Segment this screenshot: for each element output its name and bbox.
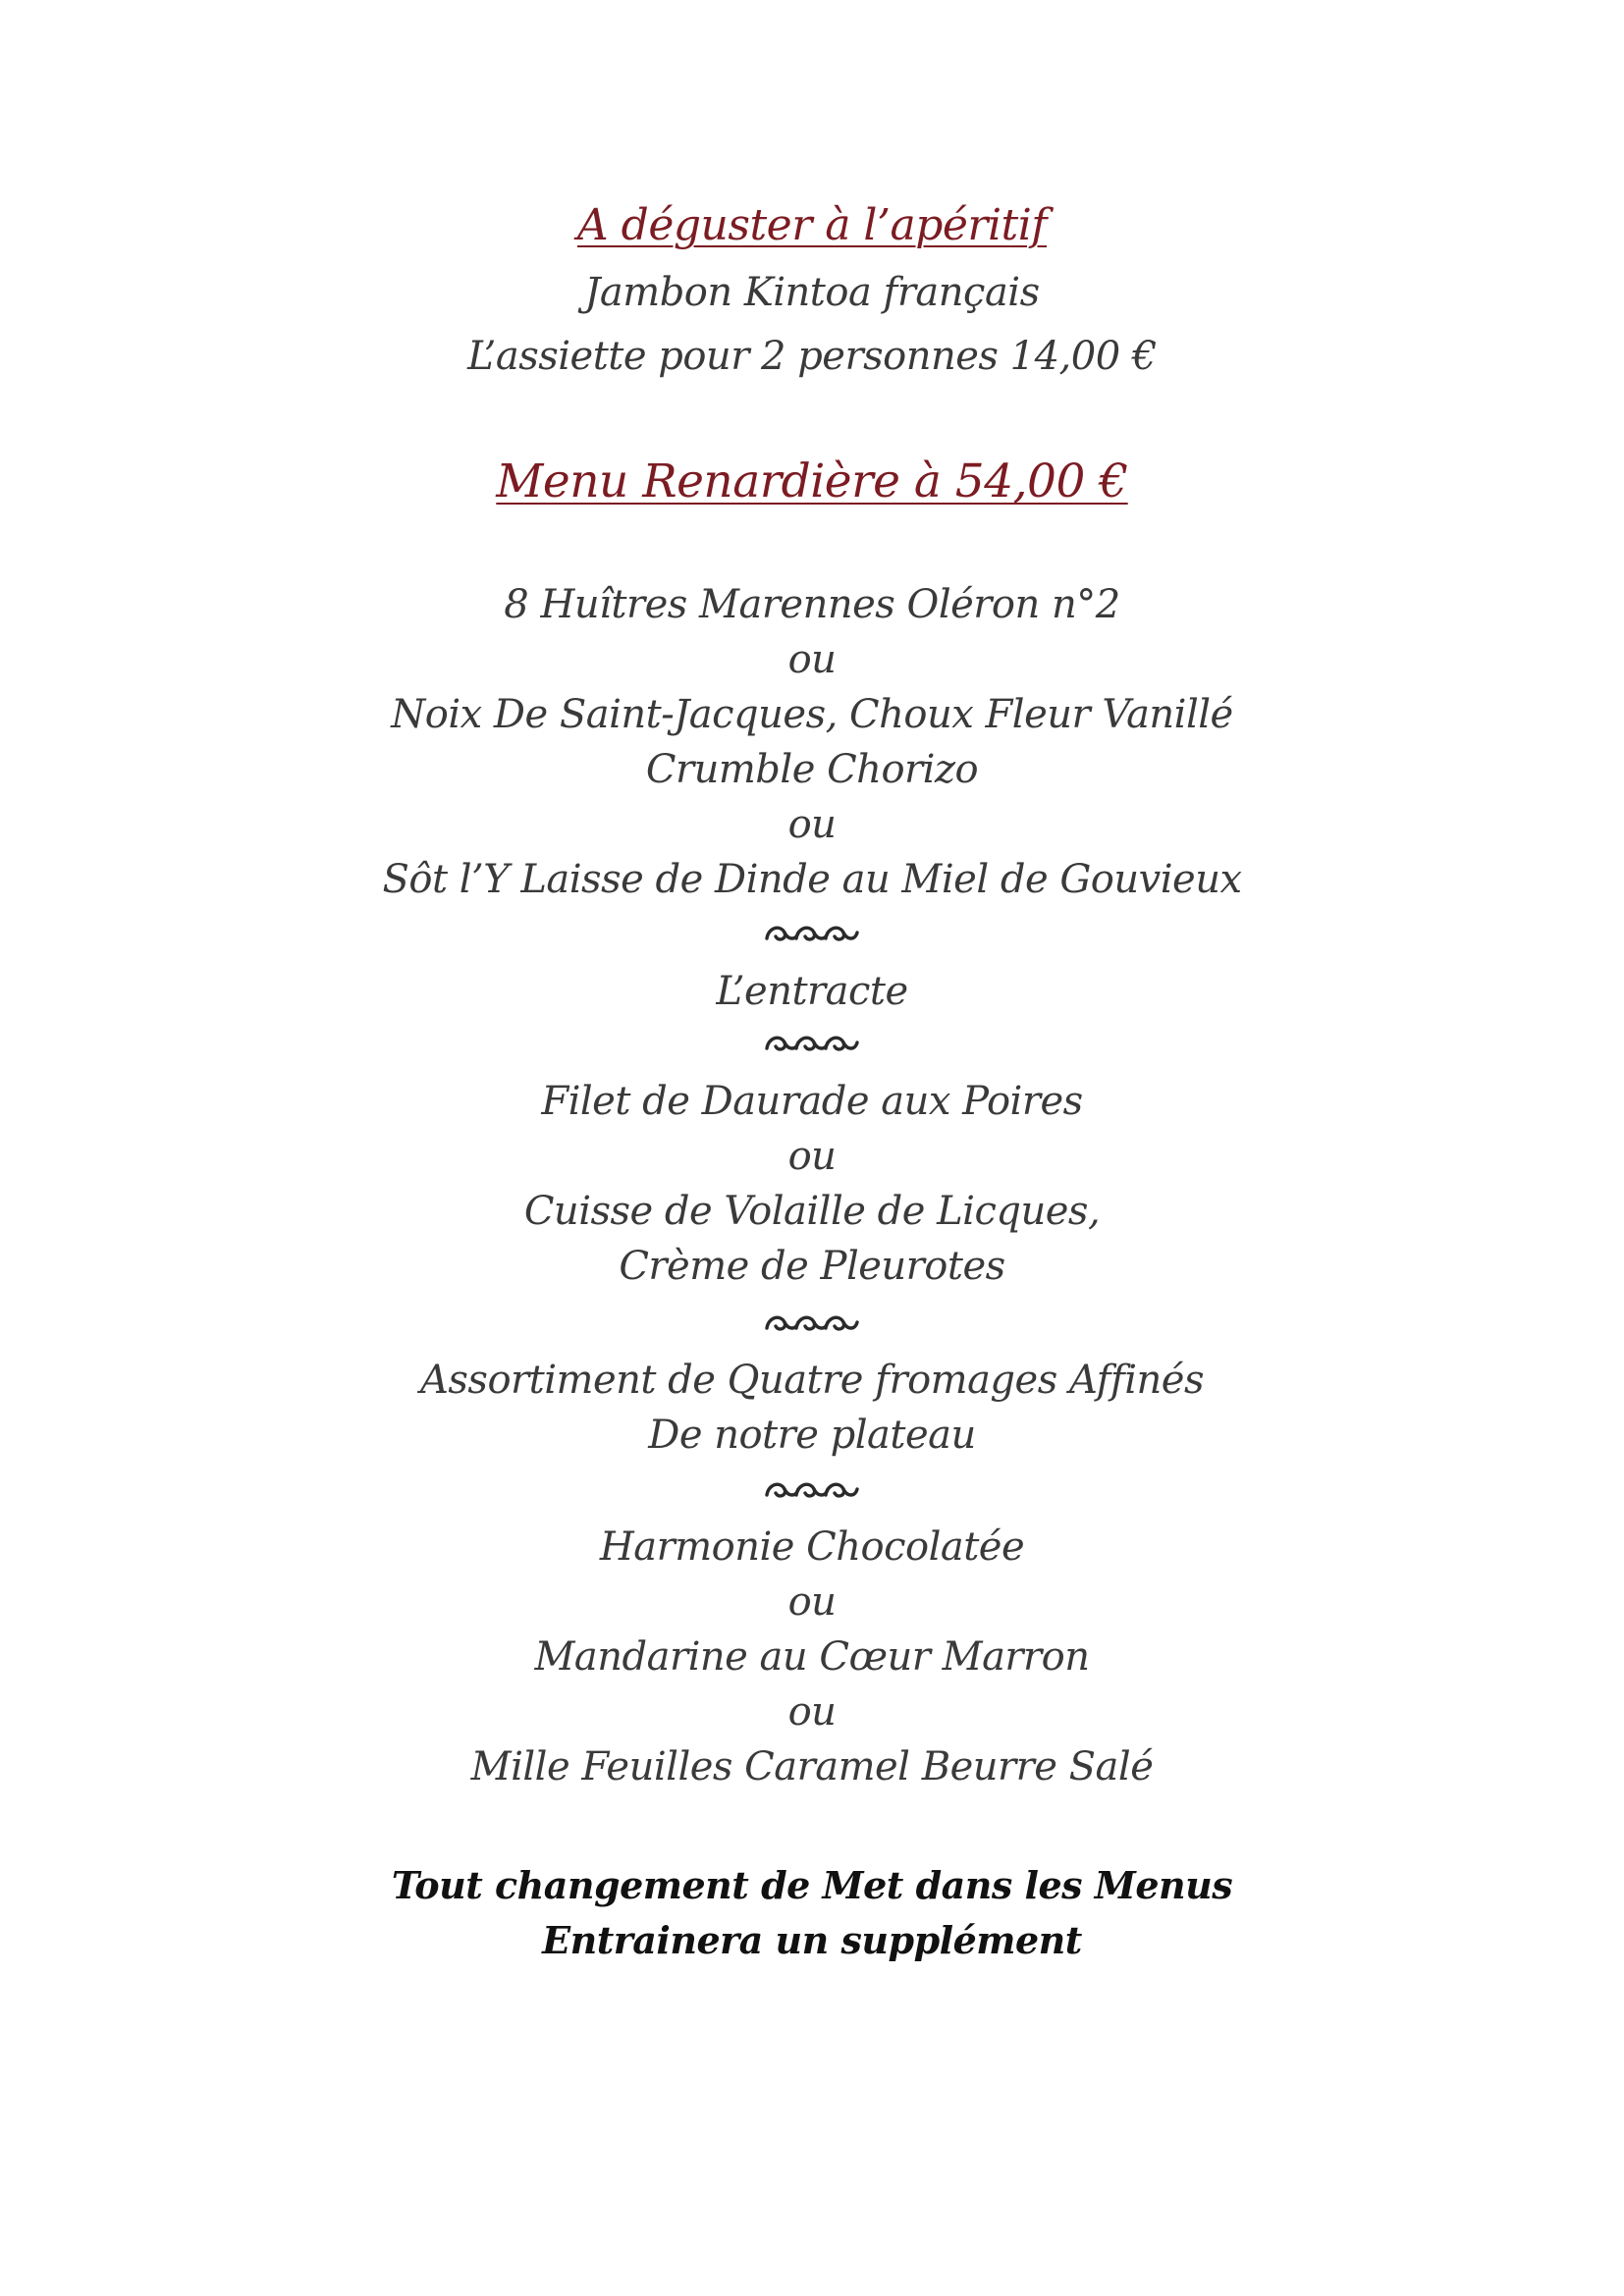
- main-line: Crème de Pleurotes: [619, 1244, 1005, 1289]
- main-line: Cuisse de Volaille de Licques,: [523, 1189, 1101, 1234]
- scroll-flourish-icon: [763, 1475, 861, 1505]
- dessert-line: ou: [787, 1579, 837, 1625]
- entracte-line: L’entracte: [716, 969, 908, 1014]
- footer-note-line: Entrainera un supplément: [542, 1918, 1082, 1962]
- starter-line: Crumble Chorizo: [645, 747, 979, 792]
- dessert-line: Mandarine au Cœur Marron: [534, 1634, 1090, 1680]
- main-line: Filet de Daurade aux Poires: [541, 1079, 1083, 1124]
- dessert-line: Harmonie Chocolatée: [599, 1524, 1025, 1570]
- starter-line: Noix De Saint-Jacques, Choux Fleur Vanillé: [391, 692, 1233, 737]
- main-line: ou: [787, 1134, 837, 1179]
- cheese-line: De notre plateau: [648, 1413, 976, 1458]
- cheese-line: Assortiment de Quatre fromages Affinés: [420, 1358, 1204, 1403]
- starter-line: 8 Huîtres Marennes Oléron n°2: [504, 582, 1120, 627]
- starter-line: ou: [787, 637, 837, 682]
- dessert-line: ou: [787, 1689, 837, 1735]
- aperitif-heading: A déguster à l’apéritif: [576, 200, 1048, 250]
- aperitif-item: Jambon Kintoa français: [584, 270, 1040, 315]
- dessert-line: Mille Feuilles Caramel Beurre Salé: [470, 1744, 1154, 1789]
- starter-line: Sôt l’Y Laisse de Dinde au Miel de Gouvieux: [382, 857, 1242, 902]
- starter-line: ou: [787, 802, 837, 847]
- aperitif-price: L’assiette pour 2 personnes 14,00 €: [467, 334, 1157, 379]
- scroll-flourish-icon: [763, 1308, 861, 1338]
- footer-note-line: Tout changement de Met dans les Menus: [391, 1863, 1233, 1907]
- scroll-flourish-icon: [763, 919, 861, 948]
- scroll-flourish-icon: [763, 1029, 861, 1058]
- menu-title: Menu Renardière à 54,00 €: [496, 454, 1128, 508]
